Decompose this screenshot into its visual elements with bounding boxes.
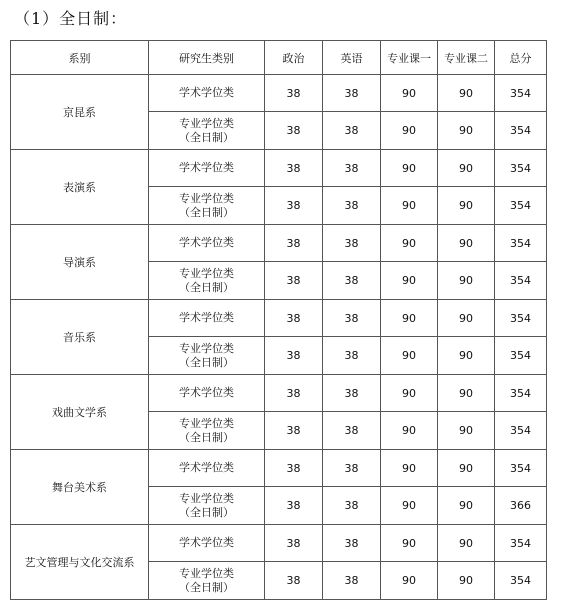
category-line: 学术学位类 <box>179 536 234 549</box>
category-cell <box>149 112 265 150</box>
department-cell: 戏曲文学系 <box>11 375 149 450</box>
score-cell: 38 <box>323 75 381 112</box>
score-cell: 90 <box>438 525 495 562</box>
score-cell: 354 <box>495 300 547 337</box>
score-cell: 354 <box>495 187 547 225</box>
score-cell: 38 <box>323 412 381 450</box>
category-cell <box>149 412 265 450</box>
category-line: 专业学位类 <box>179 416 234 430</box>
score-cell: 90 <box>381 562 438 600</box>
score-cell: 90 <box>438 112 495 150</box>
category-cell <box>149 375 265 412</box>
score-cell: 38 <box>265 412 323 450</box>
table-row <box>11 225 547 262</box>
score-cell: 38 <box>323 562 381 600</box>
category-line: 专业学位类 <box>179 491 234 505</box>
score-cell: 38 <box>323 262 381 300</box>
header-cell: 政治 <box>265 41 323 75</box>
header-cell: 系别 <box>11 41 149 75</box>
category-line: 专业学位类 <box>179 266 234 280</box>
score-cell: 90 <box>438 300 495 337</box>
section-heading: （1）全日制： <box>14 9 128 28</box>
category-line: （全日制） <box>179 205 234 219</box>
score-cell: 90 <box>381 450 438 487</box>
category-line: （全日制） <box>179 505 234 519</box>
score-cell: 90 <box>438 225 495 262</box>
department-cell: 导演系 <box>11 225 149 300</box>
score-cell: 354 <box>495 225 547 262</box>
score-cell: 38 <box>323 450 381 487</box>
score-cell: 90 <box>381 300 438 337</box>
score-cell: 90 <box>438 412 495 450</box>
score-cell: 38 <box>323 300 381 337</box>
score-cell: 38 <box>265 375 323 412</box>
score-cell: 90 <box>438 262 495 300</box>
category-line: （全日制） <box>179 130 234 144</box>
header-cell: 专业课一 <box>381 41 438 75</box>
score-cell: 90 <box>438 75 495 112</box>
table-row <box>11 450 547 487</box>
score-cell: 38 <box>265 262 323 300</box>
category-cell <box>149 300 265 337</box>
header-cell: 英语 <box>323 41 381 75</box>
category-line: 专业学位类 <box>179 116 234 130</box>
score-cell: 354 <box>495 450 547 487</box>
score-cell: 90 <box>381 375 438 412</box>
score-cell: 90 <box>438 150 495 187</box>
score-cell: 90 <box>381 487 438 525</box>
header-cell: 研究生类别 <box>149 41 265 75</box>
score-cell: 366 <box>495 487 547 525</box>
score-cell: 90 <box>438 487 495 525</box>
category-line: （全日制） <box>179 280 234 294</box>
department-cell: 艺文管理与文化交流系 <box>11 525 149 600</box>
table-row <box>11 525 547 562</box>
table-body <box>11 75 547 600</box>
category-line: 学术学位类 <box>179 161 234 174</box>
department-cell: 表演系 <box>11 150 149 225</box>
score-cell: 90 <box>381 75 438 112</box>
score-cell: 90 <box>438 562 495 600</box>
score-cell: 38 <box>265 450 323 487</box>
score-cell: 90 <box>438 337 495 375</box>
category-cell <box>149 337 265 375</box>
table-row <box>11 375 547 412</box>
category-cell <box>149 225 265 262</box>
score-cell: 38 <box>323 375 381 412</box>
score-cell: 354 <box>495 375 547 412</box>
score-cell: 38 <box>265 487 323 525</box>
score-cell: 38 <box>265 300 323 337</box>
score-cell: 90 <box>381 525 438 562</box>
score-cell: 38 <box>323 187 381 225</box>
score-cell: 38 <box>265 525 323 562</box>
score-cell: 90 <box>381 150 438 187</box>
score-cell: 90 <box>381 337 438 375</box>
score-cell: 90 <box>381 187 438 225</box>
score-cell: 38 <box>323 487 381 525</box>
score-cell: 38 <box>323 525 381 562</box>
table-row <box>11 150 547 187</box>
score-cell: 90 <box>381 412 438 450</box>
score-cell: 90 <box>381 262 438 300</box>
category-line: （全日制） <box>179 580 234 594</box>
category-cell <box>149 450 265 487</box>
category-cell <box>149 262 265 300</box>
category-cell <box>149 187 265 225</box>
category-line: 专业学位类 <box>179 341 234 355</box>
category-line: 专业学位类 <box>179 191 234 205</box>
score-cell: 38 <box>265 562 323 600</box>
category-line: （全日制） <box>179 430 234 444</box>
score-cell: 38 <box>323 337 381 375</box>
score-cell: 90 <box>438 187 495 225</box>
score-cell: 38 <box>265 187 323 225</box>
category-line: 学术学位类 <box>179 236 234 249</box>
category-line: （全日制） <box>179 355 234 369</box>
score-cell: 354 <box>495 262 547 300</box>
score-cell: 38 <box>323 150 381 187</box>
table-row <box>11 300 547 337</box>
table-row <box>11 75 547 112</box>
score-cell: 38 <box>265 225 323 262</box>
score-cell: 90 <box>438 450 495 487</box>
score-cell: 354 <box>495 75 547 112</box>
score-cell: 90 <box>381 225 438 262</box>
department-cell: 音乐系 <box>11 300 149 375</box>
header-cell: 专业课二 <box>438 41 495 75</box>
category-line: 学术学位类 <box>179 86 234 99</box>
category-line: 学术学位类 <box>179 386 234 399</box>
header-cell: 总分 <box>495 41 547 75</box>
score-cell: 38 <box>265 337 323 375</box>
score-cell: 354 <box>495 112 547 150</box>
category-cell <box>149 562 265 600</box>
score-cell: 354 <box>495 562 547 600</box>
score-cell: 354 <box>495 412 547 450</box>
score-cell: 38 <box>265 150 323 187</box>
category-cell <box>149 525 265 562</box>
category-line: 学术学位类 <box>179 311 234 324</box>
category-line: 专业学位类 <box>179 566 234 580</box>
department-cell: 京昆系 <box>11 75 149 150</box>
department-cell: 舞台美术系 <box>11 450 149 525</box>
category-cell <box>149 487 265 525</box>
score-cell: 90 <box>438 375 495 412</box>
score-cell: 90 <box>381 112 438 150</box>
score-cell: 38 <box>265 75 323 112</box>
category-line: 学术学位类 <box>179 461 234 474</box>
score-cell: 354 <box>495 525 547 562</box>
category-cell <box>149 75 265 112</box>
score-table <box>10 40 547 600</box>
score-cell: 38 <box>265 112 323 150</box>
score-cell: 354 <box>495 337 547 375</box>
header-row <box>11 41 547 75</box>
score-cell: 38 <box>323 112 381 150</box>
score-cell: 38 <box>323 225 381 262</box>
score-cell: 354 <box>495 150 547 187</box>
category-cell <box>149 150 265 187</box>
